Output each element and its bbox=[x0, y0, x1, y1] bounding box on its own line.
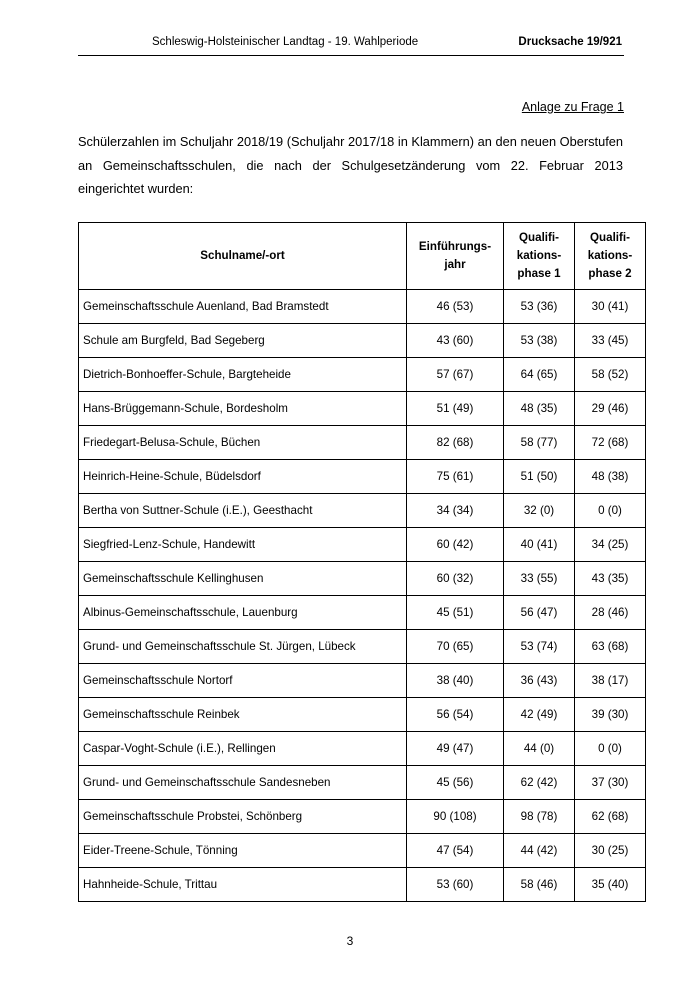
cell-qualifikationsphase-2: 39 (30) bbox=[575, 697, 646, 731]
column-header-q1-line2: kations- bbox=[516, 248, 562, 262]
cell-qualifikationsphase-1: 53 (38) bbox=[504, 323, 575, 357]
column-header-q2-line3: phase 2 bbox=[588, 266, 632, 280]
cell-qualifikationsphase-2: 35 (40) bbox=[575, 867, 646, 901]
cell-einfuehrungsjahr: 49 (47) bbox=[407, 731, 504, 765]
header-left-text: Schleswig-Holsteinischer Landtag - 19. Wahlperiode bbox=[152, 36, 419, 48]
cell-qualifikationsphase-2: 72 (68) bbox=[575, 425, 646, 459]
table-row bbox=[79, 629, 646, 663]
cell-einfuehrungsjahr: 70 (65) bbox=[407, 629, 504, 663]
cell-school-name: Caspar-Voght-Schule (i.E.), Rellingen bbox=[79, 731, 407, 765]
cell-qualifikationsphase-1: 98 (78) bbox=[504, 799, 575, 833]
column-header-einfuehrungsjahr-line2: jahr bbox=[444, 257, 466, 271]
cell-school-name: Schule am Burgfeld, Bad Segeberg bbox=[79, 323, 407, 357]
column-header-einfuehrungsjahr bbox=[407, 223, 504, 290]
table-row bbox=[79, 765, 646, 799]
cell-qualifikationsphase-1: 62 (42) bbox=[504, 765, 575, 799]
table-row bbox=[79, 561, 646, 595]
cell-qualifikationsphase-2: 38 (17) bbox=[575, 663, 646, 697]
cell-school-name: Siegfried-Lenz-Schule, Handewitt bbox=[79, 527, 407, 561]
intro-paragraph: Schülerzahlen im Schuljahr 2018/19 (Schuljahr 2017/18 in Klammern) an den neuen Oberstufen an Gemeinschaftsschulen, die nach der Schulgesetzänderung vom 22. Februar 2013 eingerichtet wurden: bbox=[78, 134, 623, 197]
cell-qualifikationsphase-2: 30 (41) bbox=[575, 289, 646, 323]
cell-qualifikationsphase-1: 44 (42) bbox=[504, 833, 575, 867]
cell-einfuehrungsjahr: 46 (53) bbox=[407, 289, 504, 323]
cell-einfuehrungsjahr: 75 (61) bbox=[407, 459, 504, 493]
cell-qualifikationsphase-1: 53 (74) bbox=[504, 629, 575, 663]
cell-qualifikationsphase-1: 51 (50) bbox=[504, 459, 575, 493]
cell-school-name: Gemeinschaftsschule Probstei, Schönberg bbox=[79, 799, 407, 833]
cell-qualifikationsphase-1: 32 (0) bbox=[504, 493, 575, 527]
cell-einfuehrungsjahr: 38 (40) bbox=[407, 663, 504, 697]
cell-school-name: Grund- und Gemeinschaftsschule Sandesneben bbox=[79, 765, 407, 799]
cell-qualifikationsphase-2: 30 (25) bbox=[575, 833, 646, 867]
column-header-einfuehrungsjahr-line1: Einführungs- bbox=[418, 239, 492, 253]
cell-einfuehrungsjahr: 60 (42) bbox=[407, 527, 504, 561]
cell-einfuehrungsjahr: 60 (32) bbox=[407, 561, 504, 595]
cell-school-name: Gemeinschaftsschule Reinbek bbox=[79, 697, 407, 731]
student-numbers-table bbox=[78, 222, 646, 902]
cell-qualifikationsphase-1: 58 (46) bbox=[504, 867, 575, 901]
cell-einfuehrungsjahr: 90 (108) bbox=[407, 799, 504, 833]
header-row bbox=[78, 36, 624, 55]
cell-qualifikationsphase-2: 58 (52) bbox=[575, 357, 646, 391]
table-row bbox=[79, 289, 646, 323]
cell-qualifikationsphase-2: 34 (25) bbox=[575, 527, 646, 561]
cell-qualifikationsphase-2: 29 (46) bbox=[575, 391, 646, 425]
page-number: 3 bbox=[346, 934, 354, 948]
cell-qualifikationsphase-2: 48 (38) bbox=[575, 459, 646, 493]
column-header-school: Schulname/-ort bbox=[79, 223, 407, 290]
cell-einfuehrungsjahr: 47 (54) bbox=[407, 833, 504, 867]
table-row bbox=[79, 425, 646, 459]
cell-school-name: Gemeinschaftsschule Auenland, Bad Bramstedt bbox=[79, 289, 407, 323]
cell-qualifikationsphase-2: 33 (45) bbox=[575, 323, 646, 357]
table-row bbox=[79, 357, 646, 391]
cell-einfuehrungsjahr: 57 (67) bbox=[407, 357, 504, 391]
cell-einfuehrungsjahr: 51 (49) bbox=[407, 391, 504, 425]
column-header-q1-line1: Qualifi- bbox=[519, 231, 559, 244]
cell-einfuehrungsjahr: 45 (56) bbox=[407, 765, 504, 799]
cell-school-name: Bertha von Suttner-Schule (i.E.), Geesthacht bbox=[79, 493, 407, 527]
cell-qualifikationsphase-1: 56 (47) bbox=[504, 595, 575, 629]
cell-einfuehrungsjahr: 56 (54) bbox=[407, 697, 504, 731]
table-row bbox=[79, 833, 646, 867]
table-row bbox=[79, 527, 646, 561]
table-row bbox=[79, 663, 646, 697]
cell-einfuehrungsjahr: 43 (60) bbox=[407, 323, 504, 357]
cell-school-name: Eider-Treene-Schule, Tönning bbox=[79, 833, 407, 867]
cell-einfuehrungsjahr: 82 (68) bbox=[407, 425, 504, 459]
student-numbers-table-wrapper bbox=[78, 222, 645, 902]
column-header-qualifikationsphase-1 bbox=[504, 223, 575, 290]
cell-school-name: Heinrich-Heine-Schule, Büdelsdorf bbox=[79, 459, 407, 493]
cell-einfuehrungsjahr: 53 (60) bbox=[407, 867, 504, 901]
cell-qualifikationsphase-2: 0 (0) bbox=[575, 731, 646, 765]
anlage-label: Anlage zu Frage 1 bbox=[521, 100, 624, 114]
column-header-qualifikationsphase-2 bbox=[575, 223, 646, 290]
cell-qualifikationsphase-1: 53 (36) bbox=[504, 289, 575, 323]
cell-school-name: Hans-Brüggemann-Schule, Bordesholm bbox=[79, 391, 407, 425]
cell-qualifikationsphase-1: 44 (0) bbox=[504, 731, 575, 765]
cell-qualifikationsphase-1: 42 (49) bbox=[504, 697, 575, 731]
table-body bbox=[79, 289, 646, 901]
table-row bbox=[79, 867, 646, 901]
cell-school-name: Hahnheide-Schule, Trittau bbox=[79, 867, 407, 901]
column-header-q2-line2: kations- bbox=[587, 248, 633, 262]
cell-qualifikationsphase-1: 36 (43) bbox=[504, 663, 575, 697]
cell-qualifikationsphase-1: 64 (65) bbox=[504, 357, 575, 391]
cell-einfuehrungsjahr: 45 (51) bbox=[407, 595, 504, 629]
table-row bbox=[79, 459, 646, 493]
table-row bbox=[79, 799, 646, 833]
cell-school-name: Dietrich-Bonhoeffer-Schule, Bargteheide bbox=[79, 357, 407, 391]
cell-qualifikationsphase-1: 58 (77) bbox=[504, 425, 575, 459]
cell-qualifikationsphase-2: 63 (68) bbox=[575, 629, 646, 663]
table-header-row bbox=[79, 223, 646, 290]
cell-qualifikationsphase-1: 40 (41) bbox=[504, 527, 575, 561]
cell-qualifikationsphase-2: 0 (0) bbox=[575, 493, 646, 527]
cell-qualifikationsphase-2: 62 (68) bbox=[575, 799, 646, 833]
column-header-q1-line3: phase 1 bbox=[517, 266, 561, 280]
cell-school-name: Friedegart-Belusa-Schule, Büchen bbox=[79, 425, 407, 459]
cell-school-name: Albinus-Gemeinschaftsschule, Lauenburg bbox=[79, 595, 407, 629]
cell-school-name: Gemeinschaftsschule Nortorf bbox=[79, 663, 407, 697]
cell-einfuehrungsjahr: 34 (34) bbox=[407, 493, 504, 527]
header-right-text: Drucksache 19/921 bbox=[518, 36, 622, 48]
cell-qualifikationsphase-1: 48 (35) bbox=[504, 391, 575, 425]
cell-qualifikationsphase-2: 43 (35) bbox=[575, 561, 646, 595]
cell-qualifikationsphase-1: 33 (55) bbox=[504, 561, 575, 595]
table-row bbox=[79, 697, 646, 731]
cell-qualifikationsphase-2: 28 (46) bbox=[575, 595, 646, 629]
table-row bbox=[79, 391, 646, 425]
column-header-q2-line1: Qualifi- bbox=[590, 231, 630, 244]
table-row bbox=[79, 731, 646, 765]
cell-school-name: Grund- und Gemeinschaftsschule St. Jürgen, Lübeck bbox=[79, 629, 407, 663]
table-row bbox=[79, 323, 646, 357]
table-row bbox=[79, 493, 646, 527]
cell-school-name: Gemeinschaftsschule Kellinghusen bbox=[79, 561, 407, 595]
table-row bbox=[79, 595, 646, 629]
header-divider bbox=[78, 55, 624, 56]
cell-qualifikationsphase-2: 37 (30) bbox=[575, 765, 646, 799]
document-header bbox=[78, 36, 624, 56]
